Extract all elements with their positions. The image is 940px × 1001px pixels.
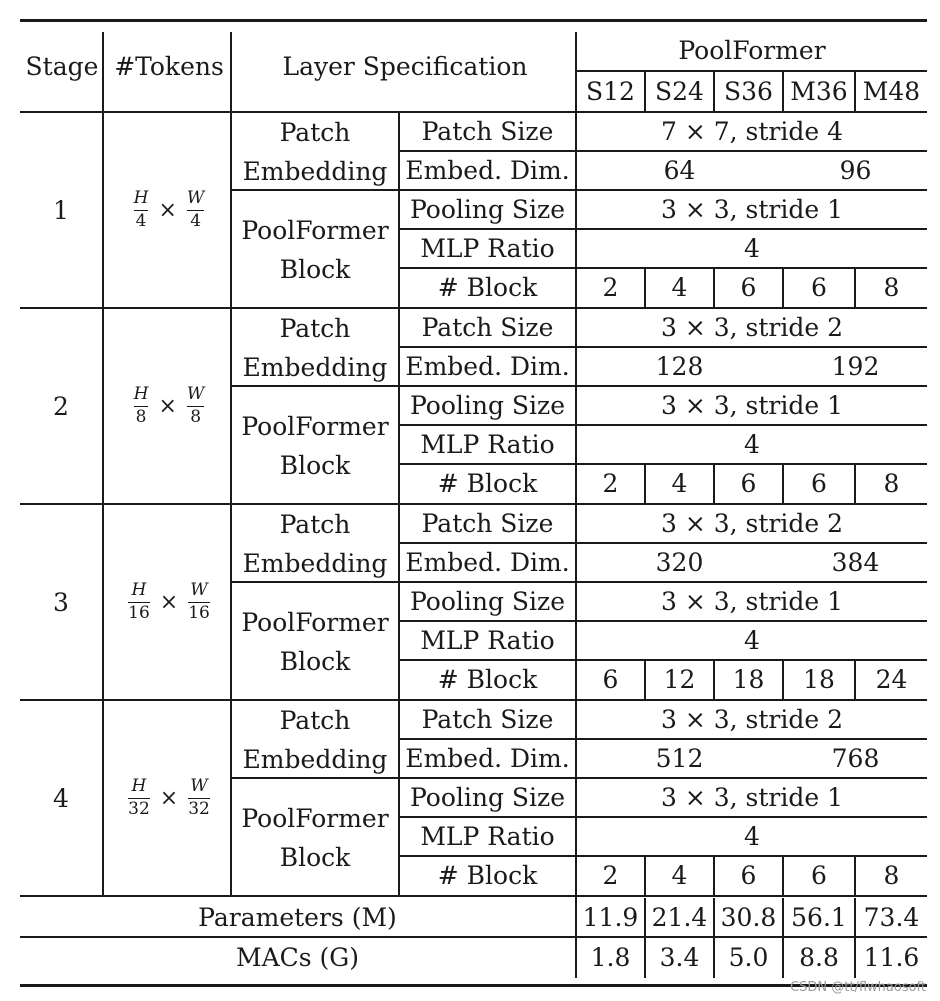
patch-embedding-line-2: Embedding (242, 745, 388, 774)
patch-embedding-label (232, 701, 398, 779)
summary-col-rule (782, 898, 784, 936)
poolformer-block-label (232, 191, 398, 308)
header-model-family: PoolFormer (678, 35, 826, 65)
block-count-s12: 2 (602, 861, 619, 890)
sublabel-num-block: # Block (437, 665, 538, 694)
block-count-s24: 4 (671, 469, 688, 498)
block-count-m36: 6 (811, 273, 827, 302)
patch-size-value: 3 × 3, stride 2 (660, 313, 844, 342)
mlp-ratio-value: 4 (744, 234, 760, 263)
poolformer-block-line-1: PoolFormer (241, 215, 389, 245)
summary-separator (20, 936, 927, 938)
mlp-ratio-value: 4 (744, 430, 760, 459)
sublabel-embed-dim: Embed. Dim. (405, 156, 570, 185)
block-col-rule (854, 661, 856, 699)
fraction-denominator: 32 (128, 799, 150, 820)
block-count-s12: 6 (602, 665, 619, 694)
summary-value-s12: 1.8 (590, 942, 631, 972)
times-symbol: × (159, 786, 179, 811)
block-count-s24: 12 (663, 665, 696, 694)
patch-embedding-line-1: Patch (279, 314, 351, 343)
pooling-size-value: 3 × 3, stride 1 (660, 783, 844, 812)
block-col-rule (644, 661, 646, 699)
sublabel-num-block: # Block (437, 469, 538, 498)
block-count-s24: 4 (671, 861, 688, 890)
block-count-m48: 8 (883, 861, 900, 890)
block-col-rule (644, 857, 646, 895)
block-col-rule (713, 465, 715, 503)
block-count-m36: 18 (803, 665, 835, 694)
poolformer-block-label (232, 387, 398, 504)
embed-dim-medium-value: 96 (839, 156, 872, 185)
summary-value-m36: 56.1 (791, 902, 847, 932)
fraction-denominator: 16 (128, 603, 150, 624)
block-col-rule (713, 857, 715, 895)
summary-value-m48: 73.4 (863, 902, 920, 932)
summary-value-s12: 11.9 (582, 902, 639, 932)
patch-size-value: 7 × 7, stride 4 (660, 117, 844, 146)
block-col-rule (854, 269, 856, 307)
col-rule-m36-header (854, 72, 856, 111)
fraction-numerator: H (133, 187, 149, 208)
block-count-m36: 6 (811, 469, 827, 498)
pooling-size-value: 3 × 3, stride 1 (660, 391, 844, 420)
poolformer-block-line-1: PoolFormer (241, 803, 389, 833)
poolformer-block-line-2: Block (279, 450, 351, 480)
sublabel-mlp-ratio: MLP Ratio (420, 234, 555, 263)
col-rule-s36-header (782, 72, 784, 111)
patch-embedding-label (232, 505, 398, 583)
sublabel-mlp-ratio: MLP Ratio (420, 430, 555, 459)
header-model-m48: M48 (862, 77, 921, 106)
stage-number: 2 (53, 391, 69, 421)
block-col-rule (854, 465, 856, 503)
header-stage: Stage (25, 52, 99, 81)
poolformer-block-line-2: Block (279, 254, 351, 284)
summary-col-rule (854, 938, 856, 978)
header-layer-spec: Layer Specification (282, 52, 528, 81)
embed-dim-medium-value: 192 (831, 352, 880, 381)
tokens-expression (106, 505, 232, 700)
fraction-numerator: W (190, 579, 208, 600)
fraction-denominator: 16 (188, 603, 210, 624)
embed-dim-small-value: 64 (663, 156, 696, 185)
sublabel-embed-dim: Embed. Dim. (405, 352, 570, 381)
summary-col-rule (782, 938, 784, 978)
fraction-numerator: W (190, 775, 208, 796)
header-model-s12: S12 (586, 77, 635, 106)
embed-dim-medium-value: 384 (831, 548, 880, 577)
block-count-s36: 6 (740, 861, 757, 890)
patch-embedding-line-1: Patch (279, 706, 351, 735)
patch-embedding-line-1: Patch (279, 510, 351, 539)
patch-embedding-label (232, 113, 398, 191)
tokens-height-fraction (133, 383, 149, 428)
summary-col-rule (644, 898, 646, 936)
col-rule-s24-header (713, 72, 715, 111)
times-symbol: × (159, 590, 179, 615)
block-count-s12: 2 (602, 469, 619, 498)
block-col-rule (854, 857, 856, 895)
stage-number: 4 (53, 783, 69, 813)
col-rule-spec (575, 32, 577, 978)
block-col-rule (644, 465, 646, 503)
fraction-numerator: H (131, 579, 147, 600)
patch-embedding-line-1: Patch (279, 118, 351, 147)
block-col-rule (782, 269, 784, 307)
pooling-size-value: 3 × 3, stride 1 (660, 587, 844, 616)
fraction-numerator: H (131, 775, 147, 796)
summary-value-s36: 30.8 (720, 902, 777, 932)
fraction-denominator: 4 (135, 211, 147, 232)
embed-dim-medium-value: 768 (831, 744, 880, 773)
fraction-denominator: 4 (190, 211, 202, 232)
fraction-denominator: 8 (190, 407, 202, 428)
block-col-rule (782, 857, 784, 895)
block-count-s12: 2 (602, 273, 619, 302)
poolformer-block-label (232, 583, 398, 700)
header-model-s36: S36 (724, 77, 773, 106)
summary-value-m36: 8.8 (799, 942, 839, 972)
tokens-width-fraction (186, 383, 205, 428)
fraction-denominator: 32 (188, 799, 210, 820)
block-col-rule (644, 269, 646, 307)
pooling-size-value: 3 × 3, stride 1 (660, 195, 844, 224)
block-count-s36: 6 (740, 273, 757, 302)
sublabel-patch-size: Patch Size (421, 117, 554, 146)
sublabel-mlp-ratio: MLP Ratio (420, 626, 555, 655)
sublabel-mlp-ratio: MLP Ratio (420, 822, 555, 851)
mlp-ratio-value: 4 (744, 822, 760, 851)
block-count-m48: 8 (883, 273, 900, 302)
sublabel-num-block: # Block (437, 273, 538, 302)
embed-dim-small-value: 128 (655, 352, 704, 381)
stage-number: 3 (53, 587, 69, 617)
poolformer-block-line-2: Block (279, 646, 351, 676)
tokens-height-fraction (128, 775, 150, 820)
tokens-height-fraction (128, 579, 150, 624)
tokens-expression (106, 701, 232, 896)
summary-col-rule (713, 898, 715, 936)
watermark: CSDN @tt/flwhaosoft (790, 980, 926, 995)
col-rule-tokens (230, 32, 232, 896)
tokens-expression (106, 309, 232, 504)
embed-dim-small-value: 320 (655, 548, 704, 577)
stage-number: 1 (53, 195, 69, 225)
fraction-denominator: 8 (135, 407, 147, 428)
sublabel-pooling-size: Pooling Size (409, 783, 566, 812)
sublabel-patch-size: Patch Size (421, 705, 554, 734)
block-count-s36: 6 (740, 469, 757, 498)
poolformer-block-line-1: PoolFormer (241, 607, 389, 637)
patch-embedding-line-2: Embedding (242, 157, 388, 186)
patch-embedding-line-2: Embedding (242, 353, 388, 382)
times-symbol: × (158, 198, 177, 223)
tokens-width-fraction (186, 187, 205, 232)
patch-embedding-line-2: Embedding (242, 549, 388, 578)
poolformer-block-line-1: PoolFormer (241, 411, 389, 441)
summary-value-m48: 11.6 (863, 942, 920, 972)
sublabel-pooling-size: Pooling Size (409, 587, 566, 616)
block-count-s36: 18 (732, 665, 765, 694)
block-count-m36: 6 (811, 861, 827, 890)
times-symbol: × (158, 394, 177, 419)
mlp-ratio-value: 4 (744, 626, 760, 655)
sublabel-patch-size: Patch Size (421, 509, 554, 538)
patch-size-value: 3 × 3, stride 2 (660, 705, 844, 734)
summary-label-0: Parameters (M) (198, 902, 397, 932)
fraction-numerator: H (133, 383, 149, 404)
sublabel-embed-dim: Embed. Dim. (405, 548, 570, 577)
tokens-expression (106, 113, 232, 308)
sublabel-pooling-size: Pooling Size (409, 195, 566, 224)
embed-dim-small-value: 512 (655, 744, 704, 773)
summary-col-rule (644, 938, 646, 978)
tokens-height-fraction (133, 187, 149, 232)
tokens-width-fraction (188, 579, 210, 624)
header-model-s24: S24 (655, 77, 704, 106)
block-count-m48: 24 (875, 665, 908, 694)
summary-value-s24: 3.4 (659, 942, 700, 972)
block-count-m48: 8 (883, 469, 900, 498)
poolformer-block-line-2: Block (279, 842, 351, 872)
block-col-rule (713, 661, 715, 699)
sublabel-num-block: # Block (437, 861, 538, 890)
sublabel-pooling-size: Pooling Size (409, 391, 566, 420)
block-col-rule (782, 661, 784, 699)
patch-embedding-label (232, 309, 398, 387)
block-col-rule (713, 269, 715, 307)
header-tokens: #Tokens (114, 52, 224, 81)
fraction-numerator: W (186, 383, 205, 404)
summary-col-rule (854, 898, 856, 936)
sublabel-embed-dim: Embed. Dim. (405, 744, 570, 773)
sublabel-patch-size: Patch Size (421, 313, 554, 342)
col-rule-stage (102, 32, 104, 896)
poolformer-block-label (232, 779, 398, 896)
tokens-width-fraction (188, 775, 210, 820)
block-col-rule (782, 465, 784, 503)
header-model-m36: M36 (790, 77, 848, 106)
summary-label-1: MACs (G) (235, 942, 360, 972)
summary-value-s36: 5.0 (728, 942, 769, 972)
fraction-numerator: W (186, 187, 205, 208)
summary-value-s24: 21.4 (651, 902, 708, 932)
col-rule-s12-header (644, 72, 646, 111)
block-count-s24: 4 (671, 273, 688, 302)
summary-col-rule (713, 938, 715, 978)
patch-size-value: 3 × 3, stride 2 (660, 509, 844, 538)
